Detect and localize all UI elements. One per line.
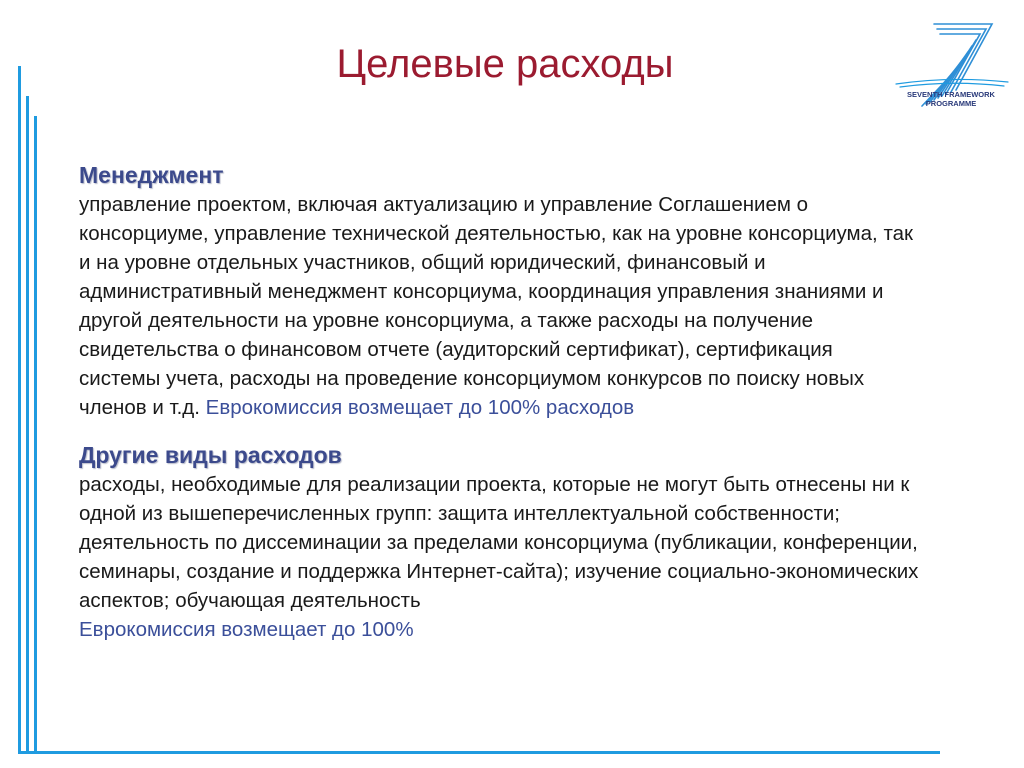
logo-line-1: SEVENTH FRAMEWORK: [907, 90, 995, 99]
frame-line-left-3: [34, 116, 37, 754]
reimbursement-note: Еврокомиссия возмещает до 100% расходов: [205, 396, 635, 419]
logo-text: [888, 90, 1014, 108]
section-other-costs: [79, 440, 919, 644]
section-gap: [79, 422, 919, 440]
slide-content: [79, 160, 919, 644]
logo-line-2: PROGRAMME: [925, 99, 977, 108]
frame-line-left-2: [26, 96, 29, 754]
reimbursement-note: Еврокомиссия возмещает до 100%: [79, 618, 414, 641]
section-body: [79, 470, 919, 615]
frame-line-bottom: [18, 751, 940, 754]
frame-line-left-1: [18, 66, 21, 754]
slide-title: Целевые расходы: [336, 42, 674, 86]
section-management: [79, 160, 919, 422]
section-heading: Менеджмент: [79, 162, 224, 188]
section-body: [79, 190, 919, 422]
section-body-text: управление проектом, включая актуализацию и управление Соглашением о консорциуме, управление технической деятельностью, как на уровне консорциума, так и на уровне отдельных участников, общий юридический, финансовый и административный менеджмент консорциума, координация управления знаниями и другой деятельности на уровне консорциума, а также расходы на получение свидетельства о финансовом отчете (аудиторский сертификат), сертификация системы учета, расходы на проведение консорциумом конкурсов по поиску новых членов и т.д.: [79, 193, 913, 419]
section-body-text: расходы, необходимые для реализации проекта, которые не могут быть отнесены ни к одной из вышеперечисленных групп: защита интеллектуальной собственности; деятельность по диссеминации за пределами консорциума (публикации, конференции, семинары, создание и поддержка Интернет-сайта); изучение социально-экономических аспектов; обучающая деятельность: [79, 473, 919, 612]
section-heading: Другие виды расходов: [79, 442, 342, 468]
